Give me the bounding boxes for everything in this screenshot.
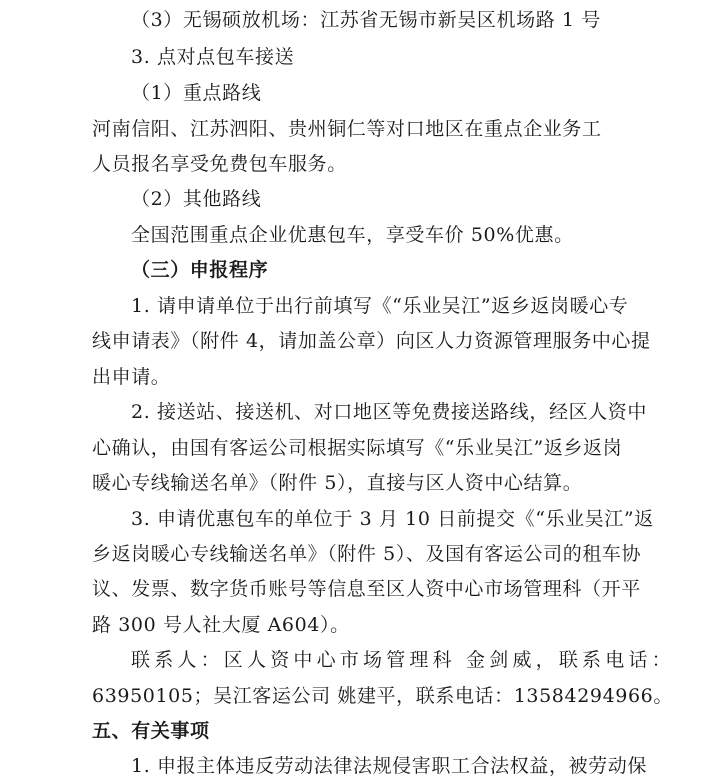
text-line-procedure-3b: 乡返岗暖心专线输送名单》（附件 5）、及国有客运公司的租车协 xyxy=(92,543,642,565)
text-line-procedure-1b: 线申请表》（附件 4，请加盖公章）向区人力资源管理服务中心提 xyxy=(92,330,651,352)
text-line-section5-heading: 五、有关事项 xyxy=(92,720,210,742)
text-line-procedure-heading: （三）申报程序 xyxy=(131,259,269,281)
text-line-other-routes: （2）其他路线 xyxy=(131,188,262,210)
text-line-other-routes-body: 全国范围重点企业优惠包车，享受车价 50%优惠。 xyxy=(131,224,574,246)
text-line-key-routes-body-2: 人员报名享受免费包车服务。 xyxy=(92,153,347,175)
text-line-key-routes-body-1: 河南信阳、江苏泗阳、贵州铜仁等对口地区在重点企业务工 xyxy=(92,118,602,140)
text-line-procedure-1a: 1. 请申请单位于出行前填写《“乐业吴江”返乡返岗暖心专 xyxy=(131,295,629,317)
text-line-procedure-1c: 出申请。 xyxy=(92,366,171,388)
text-line-procedure-3c: 议、发票、数字货币账号等信息至区人资中心市场管理科（开平 xyxy=(92,578,641,600)
text-line-procedure-2a: 2. 接送站、接送机、对口地区等免费接送路线，经区人资中 xyxy=(131,401,647,423)
text-line-section5-item1: 1. 申报主体违反劳动法律法规侵害职工合法权益，被劳动保 xyxy=(131,755,647,777)
text-line-key-routes: （1）重点路线 xyxy=(131,82,262,104)
text-line-airport: （3）无锡硕放机场：江苏省无锡市新吴区机场路 1 号 xyxy=(131,9,601,31)
text-line-procedure-3d: 路 300 号人社大厦 A604）。 xyxy=(92,614,350,636)
text-line-section3-title: 3. 点对点包车接送 xyxy=(131,46,295,68)
text-line-contact-1: 联系人：区人资中心市场管理科 金剑威，联系电话： xyxy=(131,649,675,671)
text-line-procedure-2c: 暖心专线输送名单》（附件 5），直接与区人资中心结算。 xyxy=(92,472,583,494)
text-line-procedure-2b: 心确认，由国有客运公司根据实际填写《“乐业吴江”返乡返岗 xyxy=(92,437,623,459)
text-line-contact-2: 63950105；吴江客运公司 姚建平，联系电话：13584294966。 xyxy=(92,685,673,707)
text-line-procedure-3a: 3. 申请优惠包车的单位于 3 月 10 日前提交《“乐业吴江”返 xyxy=(131,508,654,530)
